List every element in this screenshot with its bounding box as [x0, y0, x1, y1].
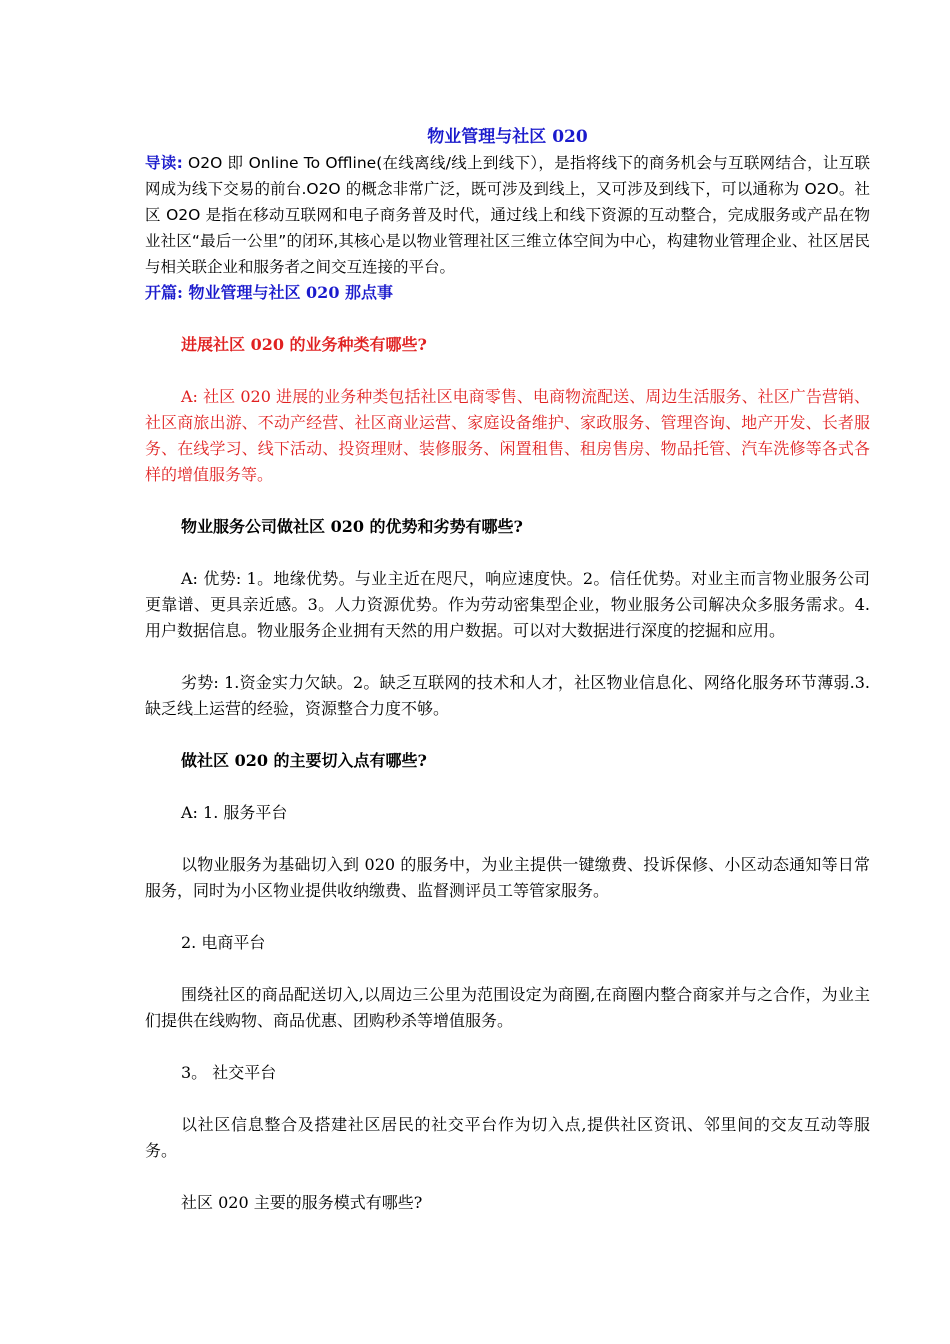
question-4: 社区 020 主要的服务模式有哪些?: [181, 1193, 423, 1212]
intro-label: 导读:: [145, 154, 183, 172]
intro-paragraph: [145, 150, 870, 280]
intro-text: O2O 即 Online To Offline(在线离线/线上到线下），是指将线下的商务机会与互联网结合，让互联网成为线下交易的前台.O2O 的概念非常广泛，既可涉及到线上，又可涉及到线下，可以通称为 O2O。社区 O2O 是指在移动互联网和电子商务普及时代，通过线上和线下资源的互动整合，完成服务或产品在物业社区“最后一公里”的闭环,其核心是以物业管理社区三维立体空间为中心，构建物业管理企业、社区居民与相关联企业和服务者之间交互连接的平台。: [145, 154, 870, 276]
answer-3-item-1-text: 以物业服务为基础切入到 020 的服务中，为业主提供一键缴费、投诉保修、小区动态通知等日常服务，同时为小区物业提供收纳缴费、监督测评员工等管家服务。: [145, 855, 870, 900]
section-heading: 开篇: 物业管理与社区 020 那点事: [145, 283, 394, 302]
answer-3-item-2-title: 2. 电商平台: [181, 933, 266, 952]
answer-2-disadvantages: 劣势: 1.资金实力欠缺。2。缺乏互联网的技术和人才，社区物业信息化、网络化服务环节薄弱.3.缺乏线上运营的经验，资源整合力度不够。: [145, 673, 870, 718]
document-title: 物业管理与社区 020: [427, 127, 588, 147]
question-2: 物业服务公司做社区 020 的优势和劣势有哪些?: [181, 517, 523, 536]
answer-3-item-2-text: 围绕社区的商品配送切入,以周边三公里为范围设定为商圈,在商圈内整合商家并与之合作，为业主们提供在线购物、商品优惠、团购秒杀等增值服务。: [145, 985, 870, 1030]
answer-3-item-3-title: 3。 社交平台: [181, 1063, 277, 1082]
question-3: 做社区 020 的主要切入点有哪些?: [181, 751, 427, 770]
answer-2-advantages: A: 优势: 1。地缘优势。与业主近在咫尺，响应速度快。2。信任优势。对业主而言物业服务公司更靠谱、更具亲近感。3。人力资源优势。作为劳动密集型企业，物业服务公司解决众多服务需求。4.用户数据信息。物业服务企业拥有天然的用户数据。可以对大数据进行深度的挖掘和应用。: [145, 569, 870, 640]
document-body: [145, 124, 870, 1216]
answer-1: A: 社区 020 进展的业务种类包括社区电商零售、电商物流配送、周边生活服务、社区广告营销、社区商旅出游、不动产经营、社区商业运营、家庭设备维护、家政服务、管理咨询、地产开发、长者服务、在线学习、线下活动、投资理财、装修服务、闲置租售、租房售房、物品托管、汽车洗修等各式各样的增值服务等。: [145, 387, 870, 484]
answer-3-item-3-text: 以社区信息整合及搭建社区居民的社交平台作为切入点,提供社区资讯、邻里间的交友互动等服务。: [145, 1115, 870, 1160]
question-1: 进展社区 020 的业务种类有哪些?: [181, 335, 427, 354]
answer-3-item-1-title: A: 1. 服务平台: [181, 803, 288, 822]
